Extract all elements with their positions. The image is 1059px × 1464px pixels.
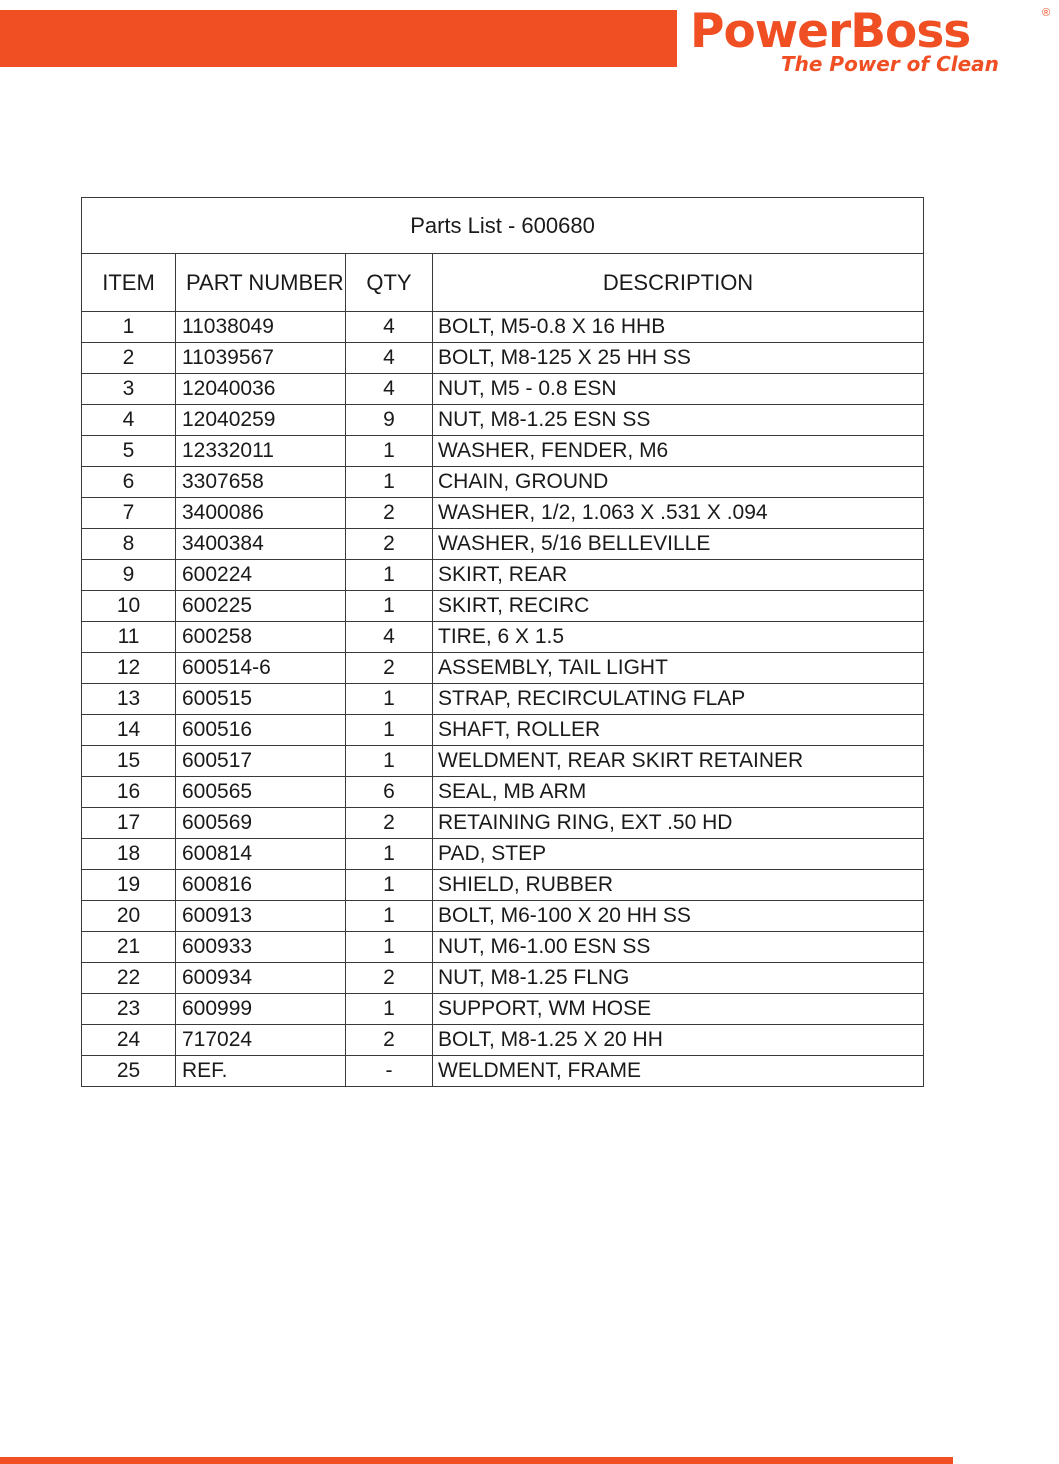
table-row — [82, 560, 924, 591]
item-number-cell: 16 — [82, 777, 176, 808]
part-number-cell: 11039567 — [176, 343, 346, 374]
quantity-cell: 2 — [346, 653, 433, 684]
quantity-cell: 1 — [346, 560, 433, 591]
description-cell: PAD, STEP — [433, 839, 924, 870]
footer-accent-bar — [0, 1457, 953, 1464]
description-cell: WELDMENT, FRAME — [433, 1056, 924, 1087]
part-number-cell: 600569 — [176, 808, 346, 839]
item-number-cell: 14 — [82, 715, 176, 746]
description-cell: SHIELD, RUBBER — [433, 870, 924, 901]
description-cell: BOLT, M6-100 X 20 HH SS — [433, 901, 924, 932]
item-number-cell: 5 — [82, 436, 176, 467]
table-row — [82, 405, 924, 436]
part-number-cell: REF. — [176, 1056, 346, 1087]
table-row — [82, 653, 924, 684]
item-number-cell: 12 — [82, 653, 176, 684]
description-cell: SEAL, MB ARM — [433, 777, 924, 808]
description-cell: SKIRT, RECIRC — [433, 591, 924, 622]
quantity-cell: 2 — [346, 963, 433, 994]
powerboss-logo — [690, 4, 1050, 78]
parts-list-table — [81, 197, 924, 1087]
quantity-cell: 4 — [346, 374, 433, 405]
part-number-cell: 600517 — [176, 746, 346, 777]
part-number-cell: 3307658 — [176, 467, 346, 498]
quantity-cell: 9 — [346, 405, 433, 436]
item-number-cell: 1 — [82, 312, 176, 343]
table-row — [82, 343, 924, 374]
description-cell: WASHER, FENDER, M6 — [433, 436, 924, 467]
part-number-cell: 600814 — [176, 839, 346, 870]
quantity-cell: 2 — [346, 1025, 433, 1056]
quantity-cell: 6 — [346, 777, 433, 808]
item-number-cell: 25 — [82, 1056, 176, 1087]
part-number-cell: 600514-6 — [176, 653, 346, 684]
part-number-cell: 717024 — [176, 1025, 346, 1056]
item-number-cell: 9 — [82, 560, 176, 591]
quantity-cell: 1 — [346, 839, 433, 870]
quantity-cell: 1 — [346, 467, 433, 498]
table-row — [82, 467, 924, 498]
description-cell: BOLT, M5-0.8 X 16 HHB — [433, 312, 924, 343]
registered-mark: ® — [1042, 7, 1051, 19]
description-cell: WASHER, 5/16 BELLEVILLE — [433, 529, 924, 560]
item-number-cell: 10 — [82, 591, 176, 622]
part-number-cell: 600565 — [176, 777, 346, 808]
item-number-cell: 21 — [82, 932, 176, 963]
item-number-cell: 11 — [82, 622, 176, 653]
table-row — [82, 529, 924, 560]
quantity-cell: 4 — [346, 312, 433, 343]
table-row — [82, 777, 924, 808]
part-number-cell: 600258 — [176, 622, 346, 653]
table-row — [82, 932, 924, 963]
quantity-cell: 1 — [346, 870, 433, 901]
table-row — [82, 591, 924, 622]
description-cell: SKIRT, REAR — [433, 560, 924, 591]
part-number-cell: 600816 — [176, 870, 346, 901]
item-number-cell: 17 — [82, 808, 176, 839]
table-row — [82, 622, 924, 653]
quantity-cell: 1 — [346, 746, 433, 777]
description-cell: NUT, M5 - 0.8 ESN — [433, 374, 924, 405]
item-number-cell: 4 — [82, 405, 176, 436]
logo-tagline: The Power of Clean — [781, 52, 999, 76]
column-header-description: DESCRIPTION — [433, 254, 924, 312]
table-row — [82, 436, 924, 467]
part-number-cell: 11038049 — [176, 312, 346, 343]
logo-wordmark: PowerBoss — [690, 4, 971, 59]
part-number-cell: 3400384 — [176, 529, 346, 560]
item-number-cell: 23 — [82, 994, 176, 1025]
item-number-cell: 20 — [82, 901, 176, 932]
part-number-cell: 600999 — [176, 994, 346, 1025]
table-row — [82, 1025, 924, 1056]
column-header-item: ITEM — [82, 254, 176, 312]
table-row — [82, 374, 924, 405]
item-number-cell: 19 — [82, 870, 176, 901]
quantity-cell: 1 — [346, 932, 433, 963]
description-cell: CHAIN, GROUND — [433, 467, 924, 498]
table-row — [82, 1056, 924, 1087]
description-cell: ASSEMBLY, TAIL LIGHT — [433, 653, 924, 684]
quantity-cell: 1 — [346, 591, 433, 622]
description-cell: NUT, M8-1.25 FLNG — [433, 963, 924, 994]
quantity-cell: 2 — [346, 529, 433, 560]
quantity-cell: 2 — [346, 498, 433, 529]
table-row — [82, 901, 924, 932]
quantity-cell: 4 — [346, 622, 433, 653]
description-cell: NUT, M6-1.00 ESN SS — [433, 932, 924, 963]
quantity-cell: 1 — [346, 684, 433, 715]
part-number-cell: 12040259 — [176, 405, 346, 436]
table-row — [82, 684, 924, 715]
part-number-cell: 12332011 — [176, 436, 346, 467]
part-number-cell: 600515 — [176, 684, 346, 715]
header-accent-bar — [0, 10, 677, 67]
item-number-cell: 22 — [82, 963, 176, 994]
quantity-cell: - — [346, 1056, 433, 1087]
part-number-cell: 600516 — [176, 715, 346, 746]
item-number-cell: 13 — [82, 684, 176, 715]
table-row — [82, 994, 924, 1025]
table-row — [82, 498, 924, 529]
item-number-cell: 24 — [82, 1025, 176, 1056]
part-number-cell: 600225 — [176, 591, 346, 622]
item-number-cell: 6 — [82, 467, 176, 498]
part-number-cell: 600934 — [176, 963, 346, 994]
description-cell: TIRE, 6 X 1.5 — [433, 622, 924, 653]
part-number-cell: 12040036 — [176, 374, 346, 405]
column-header-part-number: PART NUMBER — [176, 254, 346, 312]
table-row — [82, 746, 924, 777]
part-number-cell: 3400086 — [176, 498, 346, 529]
quantity-cell: 2 — [346, 808, 433, 839]
description-cell: SUPPORT, WM HOSE — [433, 994, 924, 1025]
item-number-cell: 15 — [82, 746, 176, 777]
part-number-cell: 600913 — [176, 901, 346, 932]
description-cell: STRAP, RECIRCULATING FLAP — [433, 684, 924, 715]
quantity-cell: 4 — [346, 343, 433, 374]
quantity-cell: 1 — [346, 994, 433, 1025]
table-row — [82, 808, 924, 839]
item-number-cell: 2 — [82, 343, 176, 374]
table-row — [82, 839, 924, 870]
parts-table-body — [82, 312, 924, 1087]
description-cell: BOLT, M8-125 X 25 HH SS — [433, 343, 924, 374]
part-number-cell: 600933 — [176, 932, 346, 963]
description-cell: BOLT, M8-1.25 X 20 HH — [433, 1025, 924, 1056]
table-row — [82, 312, 924, 343]
item-number-cell: 8 — [82, 529, 176, 560]
item-number-cell: 3 — [82, 374, 176, 405]
item-number-cell: 7 — [82, 498, 176, 529]
table-row — [82, 870, 924, 901]
description-cell: NUT, M8-1.25 ESN SS — [433, 405, 924, 436]
table-row — [82, 963, 924, 994]
table-row — [82, 715, 924, 746]
description-cell: RETAINING RING, EXT .50 HD — [433, 808, 924, 839]
description-cell: WELDMENT, REAR SKIRT RETAINER — [433, 746, 924, 777]
column-header-qty: QTY — [346, 254, 433, 312]
item-number-cell: 18 — [82, 839, 176, 870]
part-number-cell: 600224 — [176, 560, 346, 591]
quantity-cell: 1 — [346, 715, 433, 746]
description-cell: SHAFT, ROLLER — [433, 715, 924, 746]
quantity-cell: 1 — [346, 901, 433, 932]
description-cell: WASHER, 1/2, 1.063 X .531 X .094 — [433, 498, 924, 529]
quantity-cell: 1 — [346, 436, 433, 467]
table-title: Parts List - 600680 — [82, 198, 924, 254]
